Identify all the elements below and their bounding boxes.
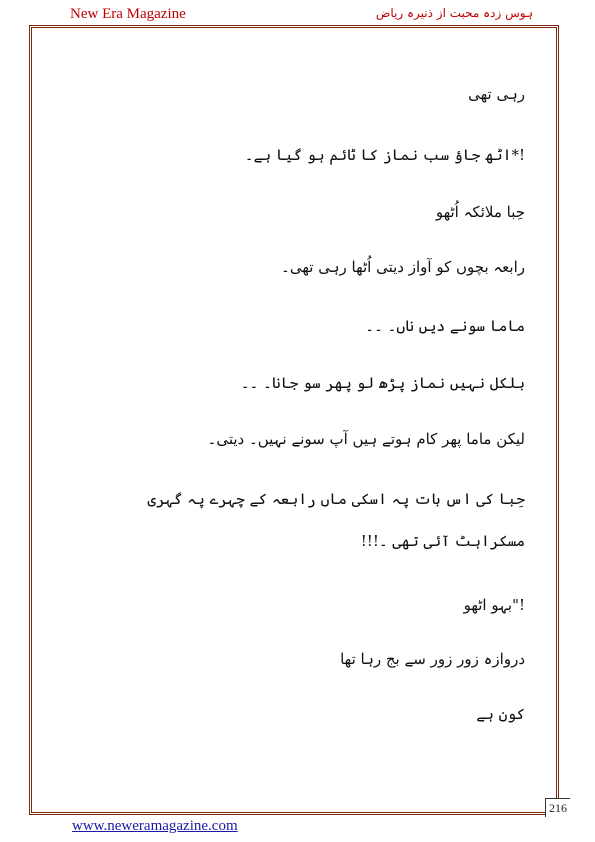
website-link[interactable]: www.neweramagazine.com bbox=[72, 818, 238, 834]
page-border bbox=[29, 25, 559, 815]
text-line: بلکل نہیں نماز پڑھ لو پھر سو جانا۔ ۔۔ bbox=[240, 374, 525, 392]
text-line: !"بہو اٹھو bbox=[463, 596, 525, 614]
text-line: کون ہے bbox=[476, 705, 525, 723]
text-line: رابعہ بچوں کو آواز دیتی اُٹھا رہی تھی۔ bbox=[281, 258, 525, 276]
page-number: 216 bbox=[545, 798, 570, 817]
text-line: رہی تھی bbox=[468, 85, 525, 103]
text-line: ماما سونے دیں ناں۔ ۔۔ bbox=[365, 317, 525, 335]
text-line: دروازہ زور زور سے بج رہا تھا bbox=[340, 650, 525, 668]
text-line: !*اٹھ جاؤ سب نماز کا ٹائم ہو گیا ہے۔ bbox=[244, 146, 525, 164]
magazine-name: New Era Magazine bbox=[70, 6, 186, 22]
text-paragraph: حِبا کی اس بات پہ اسکی ماں رابعہ کے چہرے پہ گہری مسکراہٹ آئی تھی ۔!!! bbox=[147, 490, 525, 550]
text-line: حِبا ملائکہ اُٹھو bbox=[435, 203, 525, 221]
story-title: ہوس زدہ محبت از ذنیرہ ریاض bbox=[375, 6, 533, 20]
text-line: لیکن ماما پھر کام ہوتے ہیں آپ سونے نہیں۔ دیتی۔ bbox=[207, 430, 525, 448]
